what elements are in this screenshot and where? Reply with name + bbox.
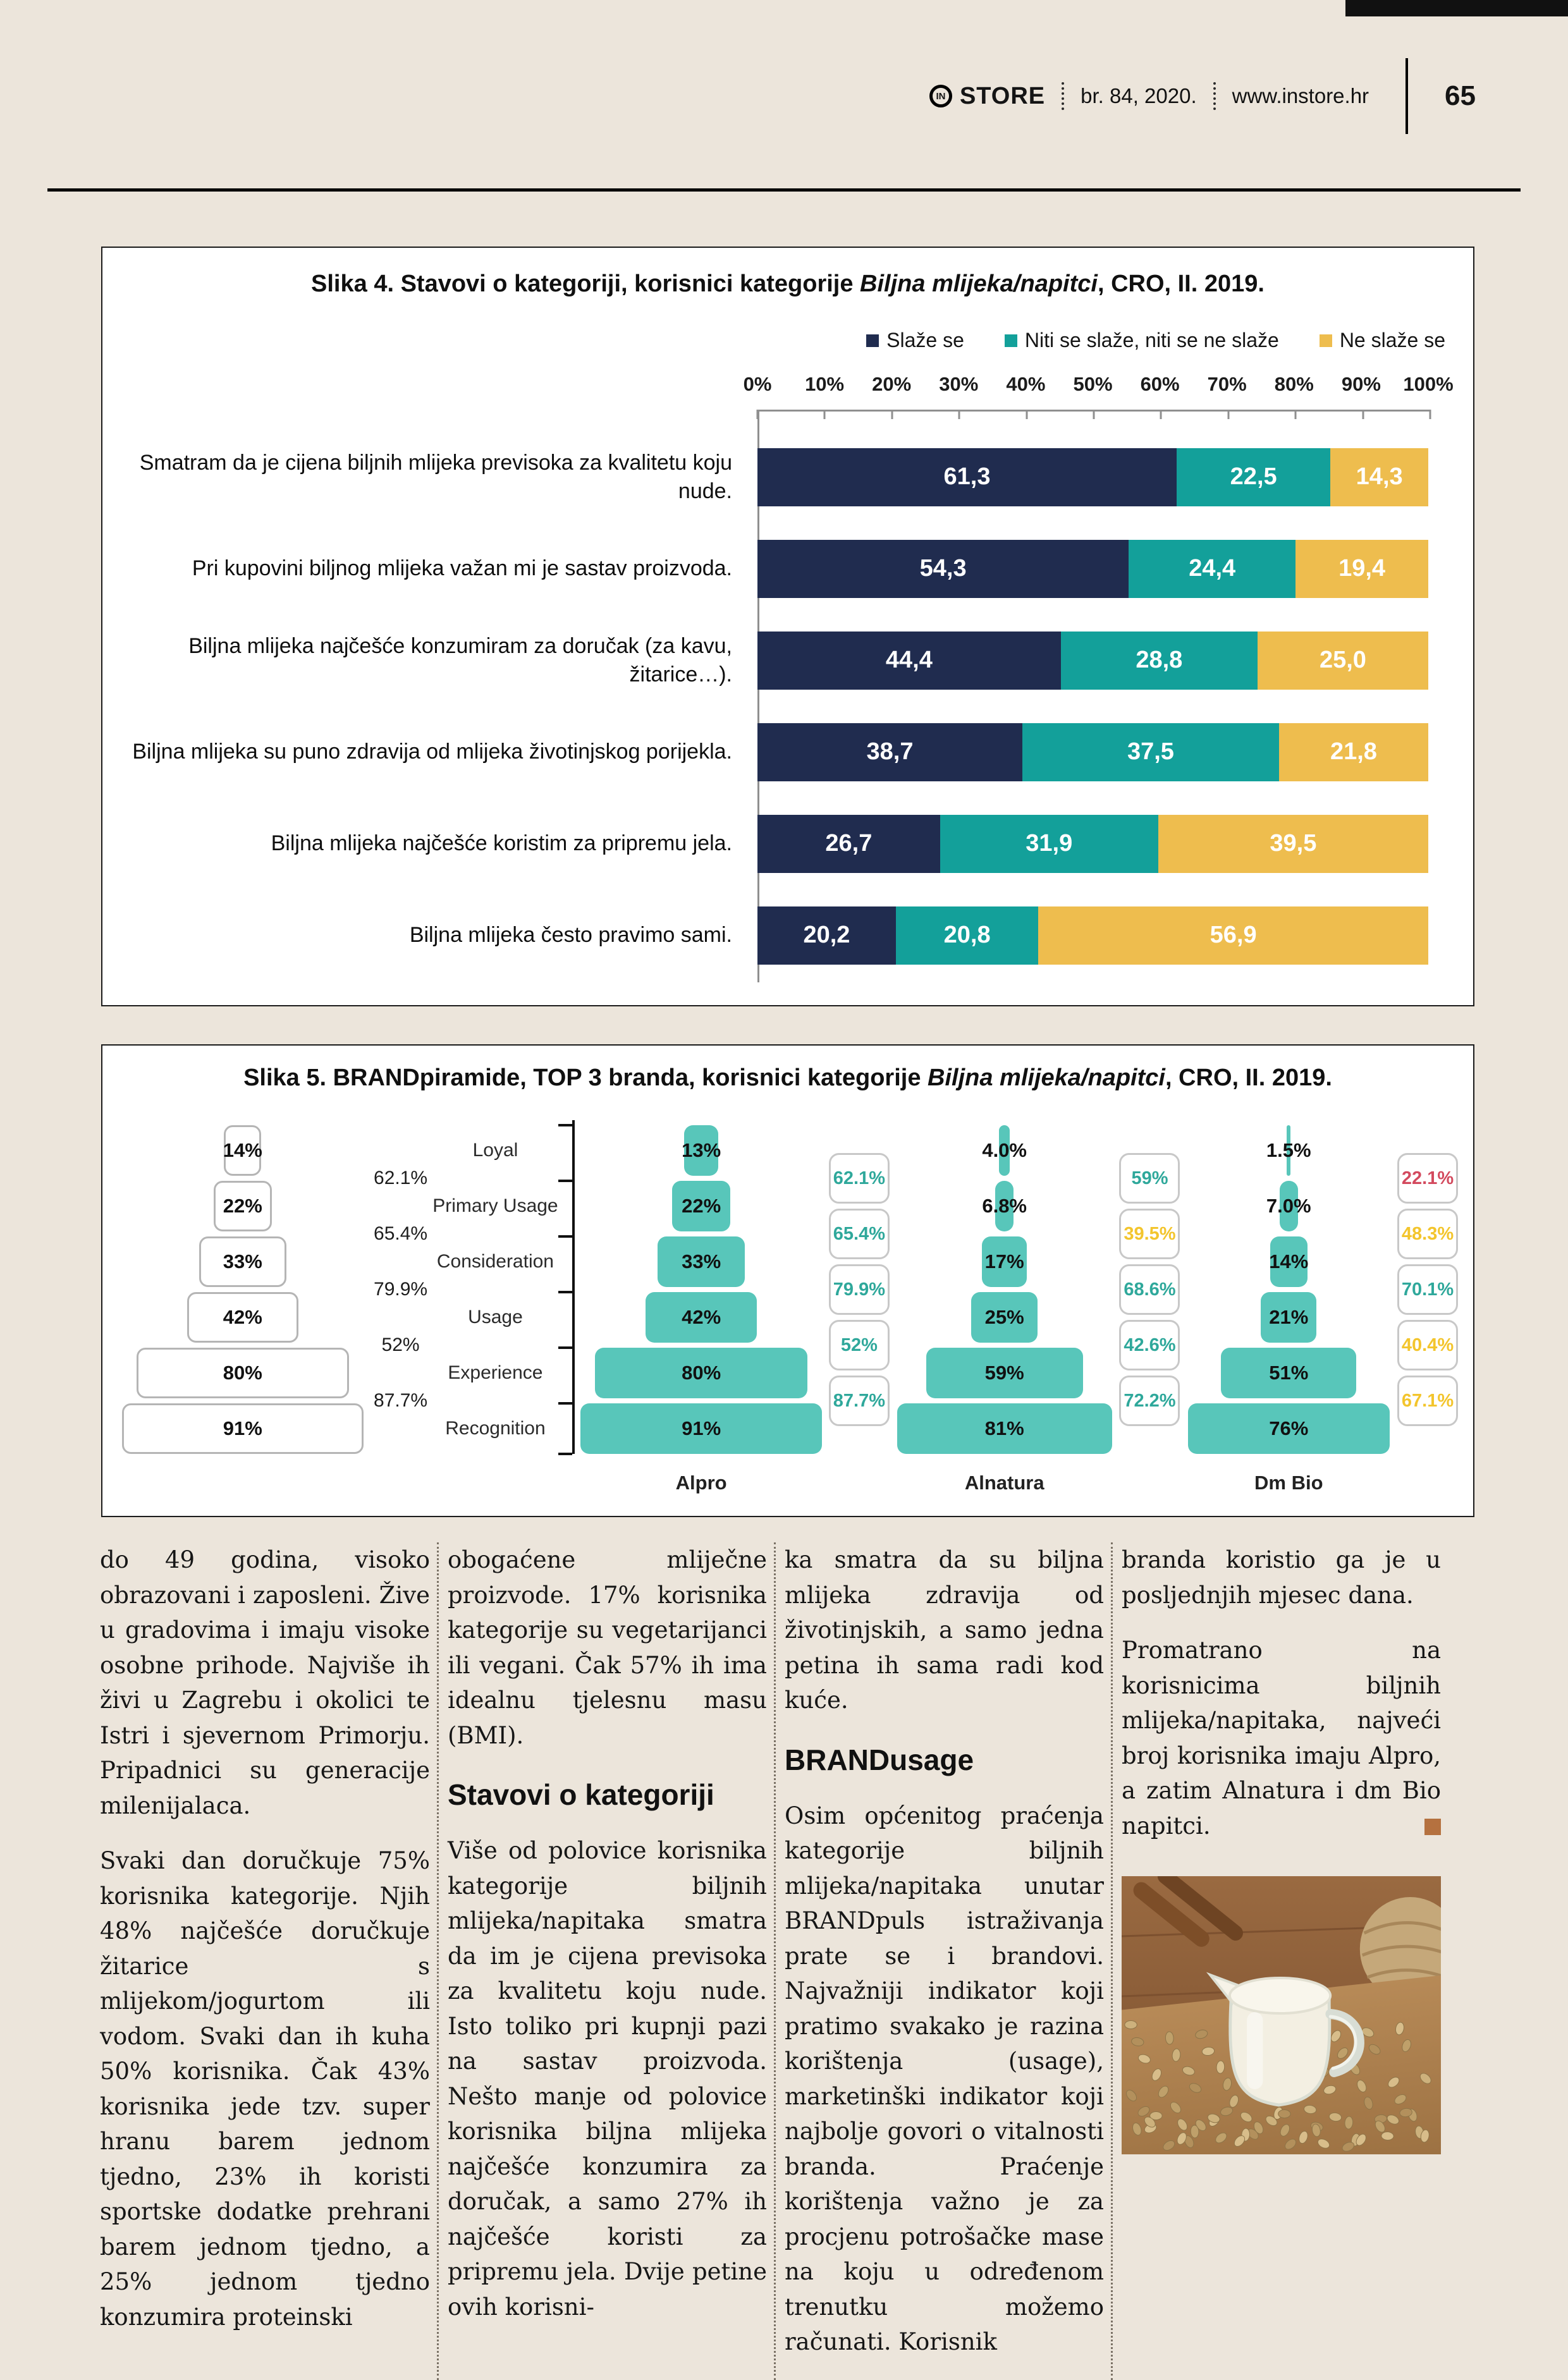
conversion-box bbox=[1397, 1320, 1458, 1370]
page-header bbox=[929, 58, 1476, 134]
stacked-bar bbox=[757, 448, 1428, 506]
pyramid-level bbox=[1270, 1236, 1308, 1287]
section-heading: Stavovi o kategoriji bbox=[448, 1778, 714, 1811]
row-label: Biljna mlijeka najčešće koristim za pripremu jela. bbox=[271, 831, 732, 856]
axis-tick-mark bbox=[1295, 410, 1297, 419]
bar-value: 61,3 bbox=[943, 463, 991, 490]
conversion-box bbox=[829, 1264, 890, 1315]
conversion-box bbox=[1397, 1153, 1458, 1204]
pyramid-level bbox=[982, 1236, 1027, 1287]
bar-segment bbox=[1061, 632, 1258, 690]
pyramid-value: 14% bbox=[223, 1139, 262, 1161]
figure4-title-italic: Biljna mlijeka/napitci bbox=[860, 271, 1098, 297]
figure4-title-text: Slika 4. Stavovi o kategoriji, korisnici kategorije bbox=[311, 271, 861, 297]
conversion-value: 65.4% bbox=[833, 1223, 886, 1244]
article-paragraph: branda koristio ga je u posljednjih mjesec dana. bbox=[1122, 1546, 1441, 1609]
bar-segment bbox=[1022, 723, 1279, 781]
bar-segment bbox=[757, 906, 896, 965]
brand-pyramid bbox=[891, 1120, 1118, 1494]
bar-value: 31,9 bbox=[1026, 830, 1073, 857]
bar-segment bbox=[940, 815, 1158, 873]
milk-jug-illustration bbox=[1122, 1876, 1441, 2154]
pyramid-level bbox=[199, 1236, 287, 1287]
axis-tick-mark bbox=[959, 410, 960, 419]
chart-row bbox=[102, 706, 1428, 798]
brand-label: Dm Bio bbox=[1254, 1472, 1323, 1494]
pyramid-value: 59% bbox=[984, 1362, 1024, 1384]
axis-tick: 10% bbox=[805, 373, 845, 395]
pyramid-level bbox=[1266, 1181, 1311, 1231]
chart-row bbox=[102, 798, 1428, 889]
article-column-3 bbox=[774, 1542, 1104, 2380]
top-corner-bar bbox=[1345, 0, 1568, 16]
bar-value: 38,7 bbox=[866, 738, 914, 765]
pyramid-value: 33% bbox=[223, 1250, 262, 1272]
section-heading: BRANDusage bbox=[785, 1743, 974, 1776]
chart-row bbox=[102, 614, 1428, 706]
figure4-title-suffix: , CRO, II. 2019. bbox=[1097, 271, 1265, 297]
pyramid-value: 13% bbox=[682, 1139, 721, 1161]
conversion-value: 52% bbox=[381, 1334, 420, 1355]
pyramid-level bbox=[580, 1403, 822, 1454]
pyramid-value: 21% bbox=[1269, 1306, 1309, 1328]
level-label: Experience bbox=[448, 1362, 543, 1383]
article-paragraph: Osim općenitog praćenja kategorije biljnih mlijeka/napitaka unutar BRANDpuls istraživanja prate se i brandovi. Najvažniji indikator koji pratimo svakako je razina korištenja (usage), marketinški indikator koji najbolje govori o vitalnosti branda. Praćenje korištenja važno je za procjenu potrošačke mase na koju u određenom trenutku možemo računati. Korisnik bbox=[785, 1802, 1104, 2355]
bar-value: 44,4 bbox=[885, 647, 933, 673]
bar-value: 39,5 bbox=[1270, 830, 1317, 857]
pyramid-value: 80% bbox=[682, 1362, 721, 1384]
conversion-value: 65.4% bbox=[374, 1223, 428, 1244]
axis-tick-mark bbox=[1026, 410, 1027, 419]
stacked-bar bbox=[757, 540, 1428, 598]
pyramid-level bbox=[982, 1181, 1027, 1231]
axis-tick: 60% bbox=[1140, 373, 1180, 395]
pyramid-value: 4.0% bbox=[982, 1139, 1027, 1161]
pyramid-level bbox=[214, 1181, 272, 1231]
row-label: Pri kupovini biljnog mlijeka važan mi je sastav proizvoda. bbox=[192, 556, 732, 581]
bar-segment bbox=[1038, 906, 1428, 965]
pyramid-value: 1.5% bbox=[1266, 1139, 1311, 1161]
milk-jug-photo bbox=[1122, 1876, 1441, 2154]
axis-tick: 40% bbox=[1006, 373, 1046, 395]
level-label: Loyal bbox=[472, 1140, 518, 1161]
conversion-box bbox=[1119, 1376, 1180, 1426]
conversion-value: 68.6% bbox=[1124, 1279, 1176, 1300]
pyramid-level bbox=[224, 1125, 261, 1176]
pyramid-level bbox=[971, 1292, 1038, 1343]
conversion-box bbox=[1119, 1320, 1180, 1370]
axis-tick-mark bbox=[824, 410, 826, 419]
pyramid-value: 91% bbox=[682, 1417, 721, 1439]
conversion-value: 67.1% bbox=[1401, 1390, 1454, 1411]
instore-logo-icon: IN bbox=[929, 85, 952, 107]
bar-value: 20,8 bbox=[943, 922, 991, 948]
pyramid-level bbox=[1221, 1348, 1356, 1398]
reference-pyramid bbox=[116, 1120, 369, 1494]
level-labels bbox=[432, 1120, 559, 1454]
pyramid-level bbox=[658, 1236, 745, 1287]
axis-tick: 50% bbox=[1073, 373, 1113, 395]
stacked-bar bbox=[757, 906, 1428, 965]
bracket-tick bbox=[558, 1124, 572, 1126]
bar-segment bbox=[757, 448, 1177, 506]
stacked-bar bbox=[757, 815, 1428, 873]
article-paragraph: obogaćene mliječne proizvode. 17% korisnika kategorije su vegetarijanci ili vegani. Čak 57% ih ima idealnu tjelesnu masu (BMI). bbox=[448, 1546, 767, 1749]
bracket-tick bbox=[558, 1453, 572, 1455]
conversion-value: 79.9% bbox=[833, 1279, 886, 1300]
bracket-tick bbox=[558, 1235, 572, 1238]
axis-tick: 30% bbox=[939, 373, 979, 395]
level-label: Primary Usage bbox=[432, 1195, 558, 1216]
bar-segment bbox=[757, 815, 940, 873]
conversion-value: 70.1% bbox=[1401, 1279, 1454, 1300]
pyramid-level bbox=[1261, 1292, 1316, 1343]
legend-item bbox=[1005, 329, 1279, 352]
axis-tick: 100% bbox=[1403, 373, 1454, 395]
conversion-value: 59% bbox=[1131, 1168, 1168, 1188]
brand-label: Alpro bbox=[675, 1472, 727, 1494]
pyramid-value: 17% bbox=[984, 1250, 1024, 1272]
figure4-title bbox=[102, 271, 1473, 298]
pyramid-value: 51% bbox=[1269, 1362, 1309, 1384]
brand-pyramid bbox=[1181, 1120, 1396, 1494]
conversion-box bbox=[1397, 1376, 1458, 1426]
brand-pyramid bbox=[575, 1120, 828, 1494]
pyramid-value: 22% bbox=[223, 1195, 262, 1217]
conversion-value: 22.1% bbox=[1401, 1168, 1454, 1188]
pyramid-value: 80% bbox=[223, 1362, 262, 1384]
level-label: Recognition bbox=[445, 1418, 546, 1439]
axis-tick-mark bbox=[1227, 410, 1229, 419]
bar-value: 21,8 bbox=[1330, 738, 1377, 765]
legend-swatch bbox=[866, 334, 879, 347]
legend-swatch bbox=[1005, 334, 1017, 347]
article-column-4 bbox=[1111, 1542, 1441, 2380]
pyramid-value: 42% bbox=[223, 1306, 262, 1328]
pyramid-value: 42% bbox=[682, 1306, 721, 1328]
bar-segment bbox=[1158, 815, 1428, 873]
article-column-2 bbox=[437, 1542, 767, 2380]
conversion-value: 79.9% bbox=[374, 1279, 428, 1300]
chart-row bbox=[102, 523, 1428, 614]
legend-item bbox=[1320, 329, 1445, 352]
axis-tick-mark bbox=[1430, 410, 1431, 419]
bar-segment bbox=[1279, 723, 1428, 781]
axis-tick: 20% bbox=[872, 373, 912, 395]
pyramid-level bbox=[1266, 1125, 1311, 1176]
pyramid-bracket bbox=[558, 1120, 575, 1454]
article bbox=[100, 1542, 1476, 2380]
pyramid-level bbox=[672, 1181, 730, 1231]
pyramid-level bbox=[137, 1348, 349, 1398]
figure4-axis-ticks bbox=[743, 373, 1454, 400]
stacked-bar bbox=[757, 723, 1428, 781]
hemp-seed bbox=[1278, 2109, 1291, 2118]
bar-value: 14,3 bbox=[1356, 463, 1403, 490]
conversion-value: 87.7% bbox=[833, 1390, 886, 1411]
row-label: Biljna mlijeka najčešće konzumiram za doručak (za kavu, žitarice…). bbox=[188, 634, 732, 687]
pyramid-value: 33% bbox=[682, 1250, 721, 1272]
axis-tick: 0% bbox=[743, 373, 772, 395]
article-paragraph: Svaki dan doručkuje 75% korisnika kategorije. Njih 48% najčešće doručkuje žitarice s mlijekom/jogurtom ili vodom. Svaki dan ih kuha 50% korisnika. Čak 43% korisnika jede tzv. super hranu barem jednom tjedno, 23% ih koristi sportske dodatke prehrani barem jednom tjedno, a 25% jednom tjedno konzumira proteinski bbox=[100, 1847, 430, 2331]
pyramid-level bbox=[1188, 1403, 1390, 1454]
conversion-value: 40.4% bbox=[1401, 1334, 1454, 1355]
figure4-rows bbox=[102, 431, 1428, 981]
row-label: Biljna mlijeka su puno zdravija od mlijeka životinjskog porijekla. bbox=[132, 740, 732, 764]
level-label: Usage bbox=[468, 1307, 523, 1327]
axis-tick-mark bbox=[1160, 410, 1162, 419]
bar-value: 22,5 bbox=[1230, 463, 1277, 490]
article-paragraph bbox=[1122, 1633, 1441, 1843]
end-of-article-mark bbox=[1424, 1819, 1441, 1835]
article-column-1 bbox=[100, 1542, 430, 2380]
header-rule bbox=[47, 188, 1521, 192]
chart-row bbox=[102, 889, 1428, 981]
bar-value: 54,3 bbox=[919, 555, 967, 582]
conversion-column bbox=[1396, 1120, 1459, 1454]
conversion-value: 52% bbox=[840, 1334, 878, 1355]
pyramid-value: 81% bbox=[984, 1417, 1024, 1439]
figure4-axis-line bbox=[757, 410, 1430, 412]
bar-value: 26,7 bbox=[825, 830, 873, 857]
pyramid-value: 14% bbox=[1269, 1250, 1309, 1272]
legend-swatch bbox=[1320, 334, 1332, 347]
bar-segment bbox=[757, 540, 1129, 598]
chart-row bbox=[102, 431, 1428, 523]
pyramid-value: 91% bbox=[223, 1417, 262, 1439]
legend-label: Niti se slaže, niti se ne slaže bbox=[1024, 329, 1279, 351]
conversion-box bbox=[1397, 1264, 1458, 1315]
bar-segment bbox=[757, 632, 1061, 690]
hemp-seed bbox=[1381, 2132, 1394, 2140]
axis-tick-mark bbox=[1362, 410, 1364, 419]
conversion-box bbox=[1397, 1209, 1458, 1259]
conversion-value: 62.1% bbox=[374, 1168, 428, 1188]
bar-segment bbox=[1177, 448, 1330, 506]
conversion-box bbox=[829, 1376, 890, 1426]
figure4-legend bbox=[866, 329, 1445, 352]
conversion-value: 72.2% bbox=[1124, 1390, 1176, 1411]
site-url: www.instore.hr bbox=[1232, 84, 1369, 107]
bar-segment bbox=[896, 906, 1038, 965]
pyramid-value: 6.8% bbox=[982, 1195, 1027, 1217]
pyramid-level bbox=[684, 1125, 719, 1176]
legend-label: Ne slaže se bbox=[1339, 329, 1445, 351]
pyramid-level bbox=[926, 1348, 1083, 1398]
article-paragraph: ka smatra da su biljna mlijeka zdravija od životinjskih, a samo jedna petina ih sama radi kod kuće. bbox=[785, 1546, 1104, 1714]
bar-value: 19,4 bbox=[1338, 555, 1386, 582]
figure5-title bbox=[102, 1065, 1473, 1092]
conversion-column bbox=[369, 1120, 432, 1454]
conversion-box bbox=[829, 1209, 890, 1259]
bar-segment bbox=[1330, 448, 1428, 506]
header-dotted-separator bbox=[1062, 82, 1064, 110]
level-label: Consideration bbox=[436, 1251, 554, 1272]
pyramid-level bbox=[122, 1403, 364, 1454]
bracket-tick bbox=[558, 1402, 572, 1405]
axis-tick-mark bbox=[1093, 410, 1095, 419]
conversion-value: 39.5% bbox=[1124, 1223, 1176, 1244]
pyramid-level bbox=[646, 1292, 757, 1343]
pyramid-value: 7.0% bbox=[1266, 1195, 1311, 1217]
figure5-panel bbox=[101, 1044, 1474, 1517]
stacked-bar bbox=[757, 632, 1428, 690]
page-number: 65 bbox=[1445, 80, 1476, 111]
bar-value: 24,4 bbox=[1189, 555, 1236, 582]
bar-value: 20,2 bbox=[803, 922, 850, 948]
pyramid-value: 22% bbox=[682, 1195, 721, 1217]
legend-label: Slaže se bbox=[886, 329, 964, 351]
conversion-column bbox=[1118, 1120, 1182, 1454]
conversion-box bbox=[829, 1320, 890, 1370]
bracket-tick bbox=[558, 1346, 572, 1349]
conversion-box bbox=[829, 1153, 890, 1204]
page-number-divider bbox=[1406, 58, 1408, 134]
bar-segment bbox=[1295, 540, 1428, 598]
row-label: Smatram da je cijena biljnih mlijeka previsoka za kvalitetu koju nude. bbox=[139, 451, 732, 503]
bracket-tick bbox=[558, 1291, 572, 1293]
row-label: Biljna mlijeka često pravimo sami. bbox=[409, 923, 732, 948]
conversion-value: 87.7% bbox=[374, 1390, 428, 1411]
bar-value: 28,8 bbox=[1136, 647, 1183, 673]
axis-tick: 70% bbox=[1207, 373, 1247, 395]
bar-value: 56,9 bbox=[1210, 922, 1257, 948]
figure5-title-italic: Biljna mlijeka/napitci bbox=[928, 1065, 1165, 1091]
brand-label: Alnatura bbox=[964, 1472, 1044, 1494]
bar-segment bbox=[757, 723, 1022, 781]
bar-value: 25,0 bbox=[1319, 647, 1366, 673]
pyramid-level bbox=[897, 1403, 1112, 1454]
conversion-value: 62.1% bbox=[833, 1168, 886, 1188]
bar-segment bbox=[1129, 540, 1295, 598]
pyramid-value: 76% bbox=[1269, 1417, 1309, 1439]
bar-segment bbox=[1258, 632, 1428, 690]
legend-item bbox=[866, 329, 964, 352]
conversion-box bbox=[1119, 1153, 1180, 1204]
article-paragraph-text: Promatrano na korisnicima biljnih mlijeka/napitaka, najveći broj korisnika imaju Alpro, a zatim Alnatura i dm Bio napitci. bbox=[1122, 1637, 1441, 1840]
article-paragraph: do 49 godina, visoko obrazovani i zaposleni. Žive u gradovima i imaju visoke osobne prihode. Najviše ih živi u Zagrebu i okolici te Istri i sjevernom Primorju. Pripadnici su generacije milenijalaca. bbox=[100, 1546, 430, 1819]
axis-tick: 80% bbox=[1274, 373, 1314, 395]
conversion-value: 48.3% bbox=[1401, 1223, 1454, 1244]
figure4-panel bbox=[101, 247, 1474, 1006]
bracket-tick bbox=[558, 1180, 572, 1182]
pyramid-level bbox=[982, 1125, 1027, 1176]
header-dotted-separator bbox=[1213, 82, 1216, 110]
conversion-value: 42.6% bbox=[1124, 1334, 1176, 1355]
conversion-box bbox=[1119, 1264, 1180, 1315]
conversion-box bbox=[1119, 1209, 1180, 1259]
conversion-column bbox=[828, 1120, 891, 1454]
pyramid-level bbox=[595, 1348, 807, 1398]
figure5-title-text: Slika 5. BRANDpiramide, TOP 3 branda, korisnici kategorije bbox=[243, 1065, 928, 1091]
hemp-seed bbox=[1125, 2021, 1137, 2029]
article-paragraph: Više od polovice korisnika kategorije biljnih mlijeka/napitaka smatra da im je cijena previsoka za kvalitetu koju nude. Isto toliko pri kupnji pazi na sastav proizvoda. Nešto manje od polovice korisnika biljna mlijeka najčešće konzumira za doručak, a samo 27% ih najčešće koristi za pripremu jela. Dvije petine ovih korisni- bbox=[448, 1837, 767, 2321]
issue-number: br. 84, 2020. bbox=[1081, 84, 1197, 107]
brand-name: STORE bbox=[959, 82, 1046, 109]
figure5-content bbox=[116, 1120, 1459, 1494]
bar-value: 37,5 bbox=[1127, 738, 1174, 765]
axis-tick-mark bbox=[891, 410, 893, 419]
pyramid-level bbox=[187, 1292, 298, 1343]
figure5-title-suffix: , CRO, II. 2019. bbox=[1165, 1065, 1332, 1091]
pyramid-value: 25% bbox=[984, 1306, 1024, 1328]
axis-tick: 90% bbox=[1341, 373, 1381, 395]
